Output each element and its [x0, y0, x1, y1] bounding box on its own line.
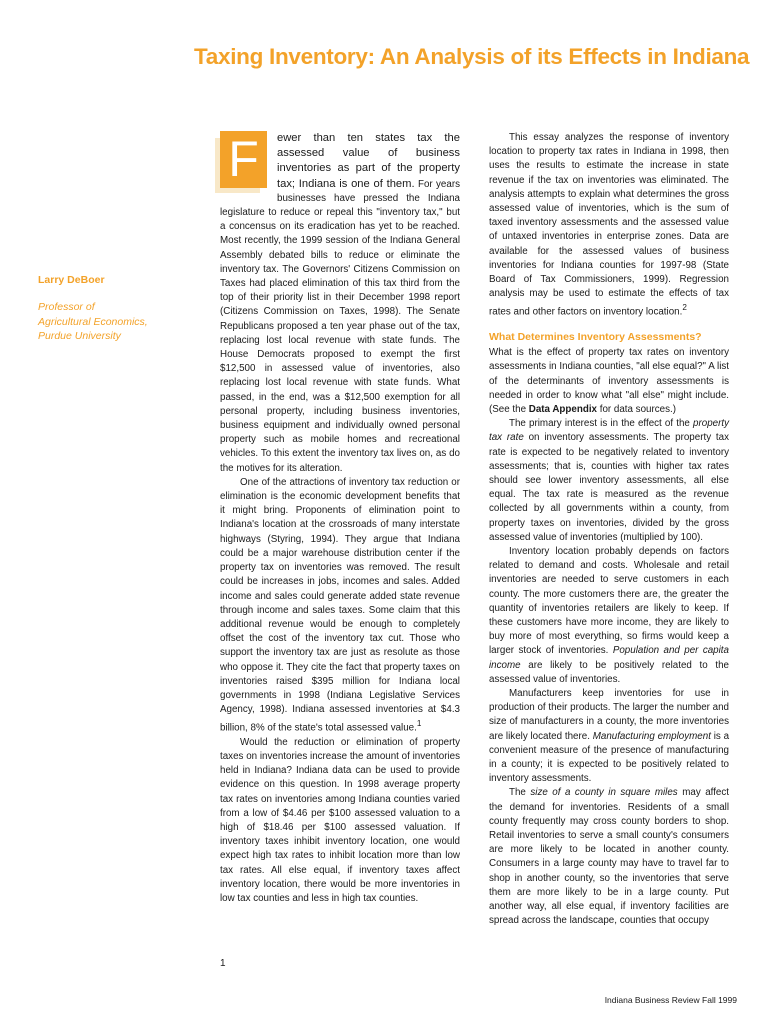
paragraph: [489, 346, 729, 417]
paragraph-text: Manufacturers keep inventories for use in production of their products. The larger the number and size of manufacturers in a county, the more inventories are likely located there.: [489, 687, 729, 742]
paragraph-text: For years businesses have pressed the Indiana legislature to reduce or repeal this "inventory tax," but a concensus on its eradication has yet to be reached. Most recently, the 1999 session of the Indiana General Assembly debated bills to reduce or eliminate the inventory tax. The Governors' Citizens Commission on Taxes had placed elimination of this tax third from the top of their priority list in their December 1998 report (Citizens Commission on Taxes, 1998). The Senate Republicans proposed a ten year phase out of the tax, replacing lost local revenue with state funds. The House Democrats proposed to exempt the first $12,500 in assessed value of inventories, also replacing lost local revenue with state funds. What passed, in the end, was a $12,500 exemption for all personal property, including business inventories, business equipment and individually owned personal property such as mobile homes and recreational vehicles. To this extent the inventory tax lives on, as do the motives for its alteration.: [220, 178, 460, 474]
paragraph: [489, 131, 729, 320]
column-left: [220, 131, 460, 906]
paragraph-text: for data sources.): [597, 403, 676, 415]
paragraph-text: are likely to be positively related to the assessed value of inventories.: [489, 659, 729, 685]
article-title: Taxing Inventory: An Analysis of its Effects in Indiana: [194, 44, 750, 69]
paragraph-text: The primary interest is in the effect of the: [509, 418, 694, 430]
paragraph-text: on inventory assessments. The property tax rate is expected to be negatively related to inventory assessments; that is, counties with higher tax rates should see lower inventory assessments, all else equal. The tax rate is measured as the revenue collected by all governments within a county, from property taxes on inventories, divided by the gross assessed value of inventories (multiplied by 100).: [489, 432, 729, 543]
paragraph: [489, 417, 729, 545]
drop-cap: F: [220, 131, 267, 188]
author-affiliation: [38, 300, 178, 344]
paragraph-text: may affect the demand for inventories. Residents of a small county frequently may cross county borders to shop. Retail inventories to serve a small county's consumers are more likely to be located in another county. Consumers in a large county may have to travel far to shop in another county, so the inventories that serve them are more likely to be in a large county. Put another way, all else equal, if inventory facilities are spread across the landscape, counties that occupy: [489, 787, 729, 927]
paragraph-text: One of the attractions of inventory tax reduction or elimination is the economic development benefits that it might bring. Proponents of elimination point to Indiana's location at the crossroads of many interstate highways (Styring, 1994). They argue that Indiana could be a major warehouse distribution center if the property tax on inventories was removed. The result could be increases in jobs, incomes and sales. Added income and sales could generate added state revenue through income and sales taxes. Some claim that this additional revenue would be enough to completely offset the cost of the inventory tax cut. Those who support the inventory tax are just as resolute as those who oppose it. They cite the fact that property taxes on inventories raised $395 million for Indiana local governments in 1998 (Indiana Legislative Services Agency, 1998). Indiana assessed inventories at $4.3 billion, 8% of the state's total assessed value.: [220, 476, 460, 734]
author-name: Larry DeBoer: [38, 274, 105, 286]
footnote-ref: 1: [416, 719, 422, 729]
affiliation-line: Professor of: [38, 301, 95, 313]
paragraph: [489, 687, 729, 786]
paragraph-text: The: [509, 787, 531, 799]
paragraph-text: This essay analyzes the response of inventory location to property tax rates in Indiana in 1998, then uses the results to estimate the increase in state revenue if the tax on inventories was eliminated. The analysis attempts to explain what determines the gross assessed value of inventories, which is the sum of taxed inventory assessments and the assessed value of untaxed inventories in enterprise zones. Data are available for the assessed values of business inventories for Indiana counties for 1997-98 (State Board of Tax Commissioners, 1999). Regression analysis may be used to estimate the effects of tax rates and other factors on inventory location.: [489, 132, 729, 318]
paragraph-text: is a convenient measure of the presence of manufacturing in a county; it is expected to be positively related to inventory assessments.: [489, 730, 730, 785]
italic-text: Population and per capita income: [489, 645, 729, 671]
bold-text: Data Appendix: [528, 403, 597, 415]
author-block: [38, 274, 178, 344]
footnote-ref: 2: [682, 303, 687, 313]
paragraph: [220, 131, 460, 476]
paragraph: [489, 545, 729, 687]
italic-text: size of a county in square miles: [530, 787, 678, 799]
section-heading: What Determines Inventory Assessments?: [489, 330, 702, 343]
affiliation-line: Agricultural Economics,: [38, 315, 148, 328]
paragraph-text: What is the effect of property tax rates on inventory assessments in Indiana counties, "all else equal?" A list of the determinants of inventory assessments is needed in order to know what "all else" might include. (See the: [489, 347, 729, 415]
lede-text: ewer than ten states tax the assessed value of business inventories as part of the property tax; Indiana is one of them.: [277, 132, 460, 190]
paragraph: Would the reduction or elimination of property taxes on inventories increase the amount of inventories held in Indiana? Indiana data can be used to provide evidence on this question. In 1998 average property tax rates on inventories among Indiana counties varied from a low of $4.46 per $100 assessed valuation to a high of $18.46 per $100 assessed valuation. If inventory taxes inhibit inventory location, one would expect high tax rates to inhibit location more than low tax rates. All else equal, if inventory taxes affect inventory location, there would be more inventories in low tax counties and less in high tax counties.: [220, 736, 460, 905]
italic-text: property tax rate: [489, 418, 729, 444]
paragraph-text: Inventory location probably depends on factors related to demand and costs. Wholesale and retail inventories are needed to serve customers in each county. The more customers there are, the greater the quantity of inventories retailers are likely to keep. If these customers have more income, they are likely to buy more of most everything, so firms would keep a larger stock of inventories.: [489, 545, 729, 657]
column-right: [489, 131, 729, 928]
paragraph: [220, 476, 460, 736]
page-number: 1: [220, 958, 226, 969]
affiliation-line: Purdue University: [38, 330, 121, 342]
paragraph: [489, 786, 729, 928]
footer-text: Indiana Business Review Fall 1999: [604, 995, 737, 1005]
italic-text: Manufacturing employment: [592, 730, 711, 742]
